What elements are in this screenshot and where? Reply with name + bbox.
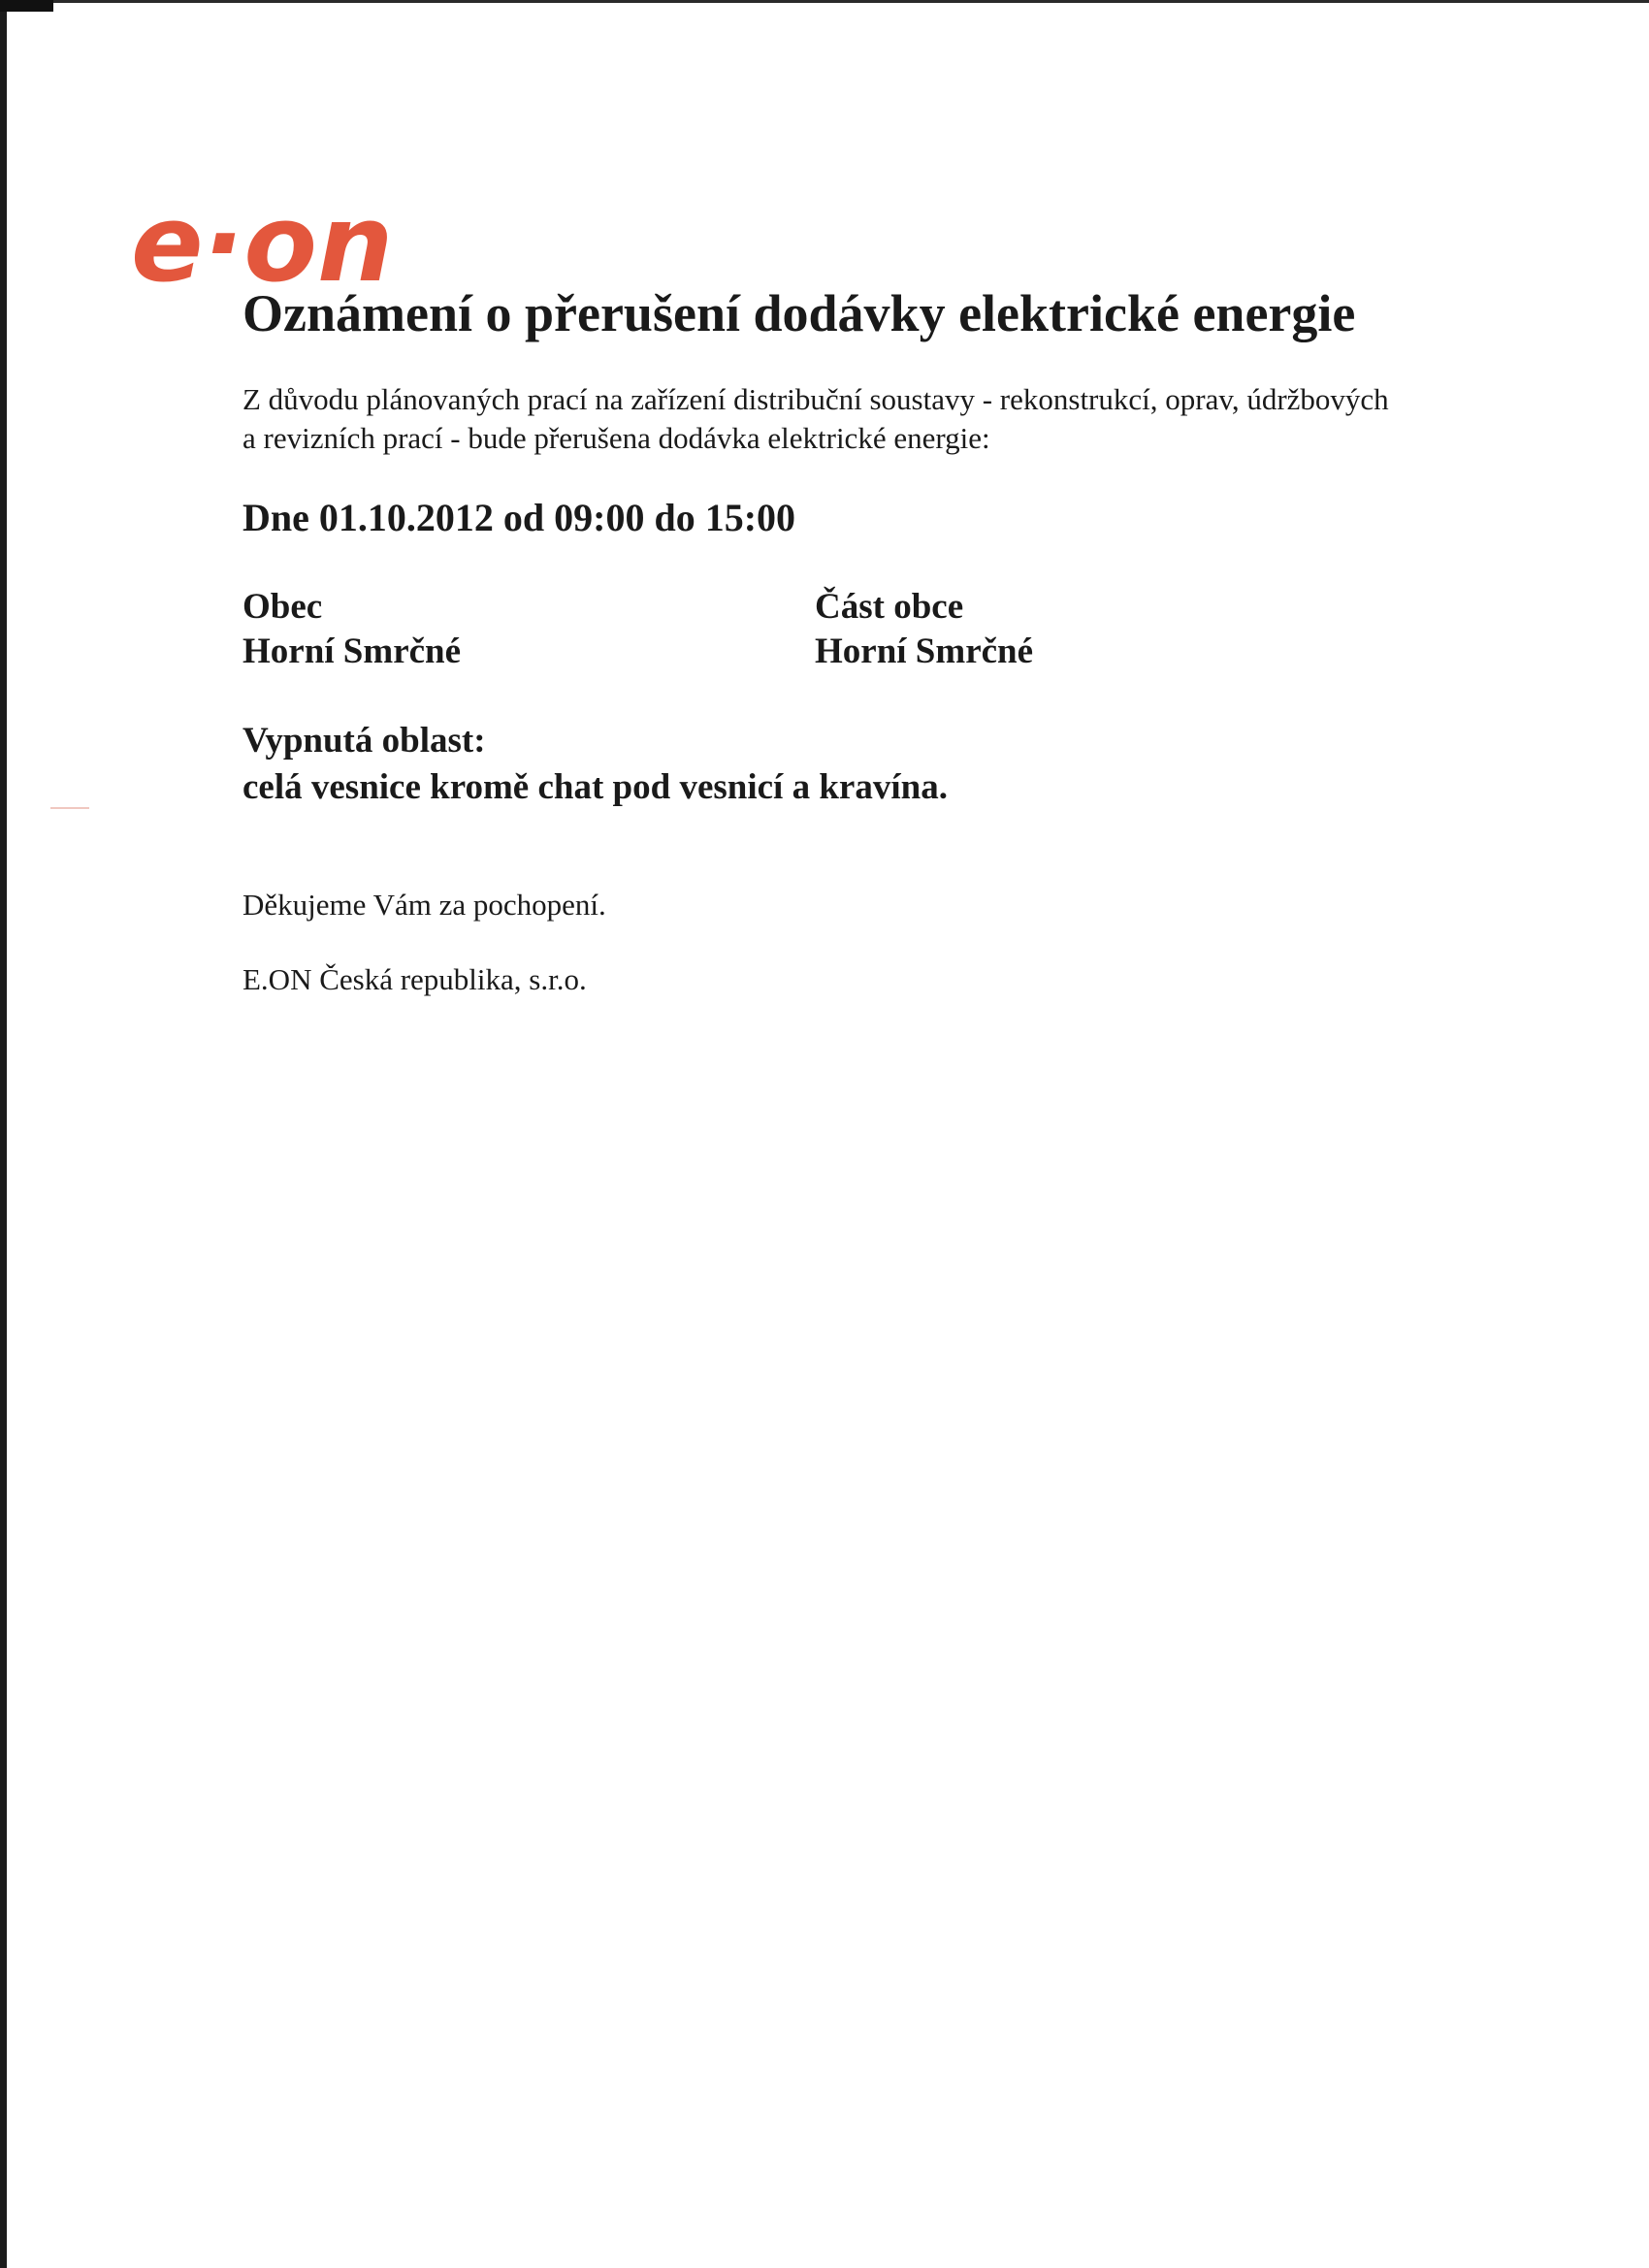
scan-edge-top <box>0 0 1649 3</box>
municipality-label: Obec <box>242 587 323 627</box>
district-block <box>815 585 1033 674</box>
outage-schedule: Dne 01.10.2012 od 09:00 do 15:00 <box>242 496 796 539</box>
company-signature: E.ON Česká republika, s.r.o. <box>242 962 587 996</box>
municipality-value: Horní Smrčné <box>242 632 462 671</box>
outage-area-block <box>242 718 948 811</box>
intro-line-1: Z důvodu plánovaných prací na zařízení distribuční soustavy - rekonstrukcí, oprav, údržbových <box>242 382 1389 416</box>
district-label: Část obce <box>815 587 964 627</box>
outage-area-value: celá vesnice kromě chat pod vesnicí a kravína. <box>242 767 948 807</box>
notice-title: Oznámení o přerušení dodávky elektrické energie <box>242 284 1356 342</box>
scan-edge-mark <box>0 0 53 12</box>
municipality-block <box>242 585 461 674</box>
scan-edge-left <box>0 0 7 2268</box>
scan-tick-mark <box>50 807 89 809</box>
intro-paragraph <box>242 380 1533 458</box>
eon-logo-text: e·on <box>131 199 394 288</box>
eon-logo <box>129 199 432 288</box>
intro-line-2: a revizních prací - bude přerušena dodávka elektrické energie: <box>242 421 990 455</box>
district-value: Horní Smrčné <box>815 632 1034 671</box>
outage-area-label: Vypnutá oblast: <box>242 721 486 761</box>
thanks-text: Děkujeme Vám za pochopení. <box>242 888 606 922</box>
